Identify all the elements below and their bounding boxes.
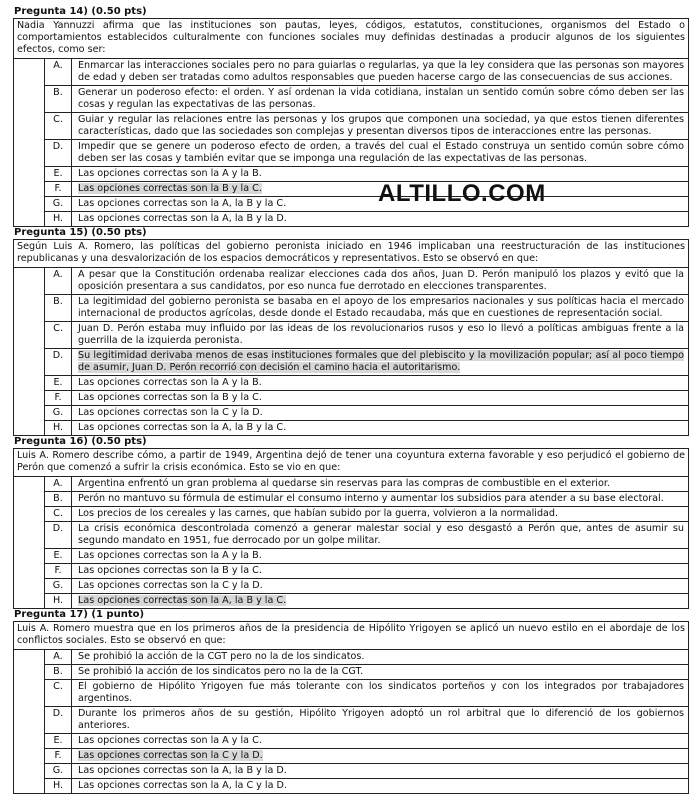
q17-option-a-text: Se prohibió la acción de la CGT pero no la de los sindicatos.	[78, 651, 365, 662]
q16-option-d-letter: D.	[45, 522, 72, 548]
q15-option-d-letter: D.	[45, 349, 72, 375]
q17-option-c-text: El gobierno de Hipólito Yrigoyen fue más tolerante con los sindicatos porteños y con los integrados por trabajadores argentinos.	[78, 681, 684, 704]
q14-option-h-text: Las opciones correctas son la A, la B y la D.	[78, 213, 287, 224]
q15-option-c-letter: C.	[45, 322, 72, 348]
q15-option-c	[45, 322, 688, 349]
q16-option-f-text: Las opciones correctas son la B y la C.	[78, 565, 262, 576]
q14-option-b-text: Generar un poderoso efecto: el orden. Y así ordenan la vida cotidiana, instalan un sentido común sobre cómo deben ser las cosas y regulan las expectativas de las personas.	[78, 87, 684, 110]
q17-option-h	[45, 779, 688, 793]
q17-option-h-text: Las opciones correctas son la A, la C y la D.	[78, 780, 287, 791]
q17-option-g	[45, 764, 688, 779]
q16-option-g-letter: G.	[45, 579, 72, 593]
question-17	[13, 609, 689, 794]
q15-option-b-letter: B.	[45, 295, 72, 321]
q14-option-e-letter: E.	[45, 167, 72, 181]
q17-option-e-text: Las opciones correctas son la A y la C.	[78, 735, 262, 746]
q17-option-g-letter: G.	[45, 764, 72, 778]
q15-option-c-text: Juan D. Perón estaba muy influido por las ideas de los revolucionarios rusos y eso lo llevó a políticas ambiguas frente a la guerrilla de la izquierda peronista.	[78, 323, 684, 346]
q17-option-b-text: Se prohibió la acción de los sindicatos pero no la de la CGT.	[78, 666, 364, 677]
q16-option-a-letter: A.	[45, 477, 72, 491]
q17-option-b	[45, 665, 688, 680]
q15-option-f-letter: F.	[45, 391, 72, 405]
q14-option-f-letter: F.	[45, 182, 72, 196]
q14-option-e-text: Las opciones correctas son la A y la B.	[78, 168, 262, 179]
q14-option-d-text: Impedir que se genere un poderoso efecto de orden, a través del cual el Estado construya un sentido común sobre cómo deben ser las cosas y también evitar que se imponga una regulación de las expectativas de las personas.	[78, 141, 684, 164]
q17-option-e	[45, 734, 688, 749]
q14-option-g-letter: G.	[45, 197, 72, 211]
question-15-header: Pregunta 15) (0.50 pts)	[14, 227, 147, 238]
q17-option-f-text-highlighted: Las opciones correctas son la C y la D.	[78, 750, 263, 761]
q16-option-c	[45, 507, 688, 522]
q14-option-a-text: Enmarcar las interacciones sociales pero no para guiarlas o regularlas, ya que la ley considera que las personas son mayores de edad y deben ser tratadas como adultos responsables que pueden hacerse cargo de las consecuencias de sus acciones.	[78, 60, 684, 83]
question-15	[13, 227, 689, 436]
question-14-box	[13, 18, 689, 227]
q16-option-f-letter: F.	[45, 564, 72, 578]
question-17-box	[13, 621, 689, 794]
question-16-header: Pregunta 16) (0.50 pts)	[14, 436, 147, 447]
q16-option-e	[45, 549, 688, 564]
q17-option-d-text: Durante los primeros años de su gestión, Hipólito Yrigoyen adoptó un rol arbitral que lo diferenció de los gobiernos anteriores.	[78, 708, 684, 731]
q15-option-g-text: Las opciones correctas son la C y la D.	[78, 407, 263, 418]
q17-option-h-letter: H.	[45, 779, 72, 793]
q14-option-e	[45, 167, 688, 182]
q16-option-h-letter: H.	[45, 594, 72, 608]
q17-option-d	[45, 707, 688, 734]
q14-option-b	[45, 86, 688, 113]
q14-option-g	[45, 197, 688, 212]
q15-option-e	[45, 376, 688, 391]
q16-option-a	[45, 477, 688, 492]
q14-option-b-letter: B.	[45, 86, 72, 112]
q16-option-e-text: Las opciones correctas son la A y la B.	[78, 550, 262, 561]
q14-option-f	[45, 182, 688, 197]
q16-option-g	[45, 579, 688, 594]
question-16-box	[13, 448, 689, 609]
q16-option-d-text: La crisis económica descontrolada comenzó a generar malestar social y eso desgastó a Perón que, antes de asumir su segundo mandato en 1951, fue derrocado por un golpe militar.	[78, 523, 684, 546]
exam-page	[13, 6, 689, 794]
q16-option-f	[45, 564, 688, 579]
q17-option-c	[45, 680, 688, 707]
question-16	[13, 436, 689, 609]
q15-option-f-text: Las opciones correctas son la B y la C.	[78, 392, 262, 403]
q15-option-e-text: Las opciones correctas son la A y la B.	[78, 377, 262, 388]
q14-option-d	[45, 140, 688, 167]
q14-option-h	[45, 212, 688, 226]
q16-option-c-letter: C.	[45, 507, 72, 521]
q16-option-h	[45, 594, 688, 608]
q15-option-a-text: A pesar que la Constitución ordenaba realizar elecciones cada dos años, Juan D. Perón manipuló los plazos y evitó que la oposición presentara a sus candidatos, por eso nunca fue derrotado en elecciones transparentes.	[78, 269, 684, 292]
q16-option-e-letter: E.	[45, 549, 72, 563]
q17-option-d-letter: D.	[45, 707, 72, 733]
q14-option-c-letter: C.	[45, 113, 72, 139]
question-16-stem: Luis A. Romero describe cómo, a partir de 1949, Argentina dejó de tener una coyuntura externa favorable y eso perjudicó el gobierno de Perón que comenzó a sufrir la crisis económica. Esto se vio en que:	[14, 449, 688, 477]
q16-option-d	[45, 522, 688, 549]
q14-option-f-text-highlighted: Las opciones correctas son la B y la C.	[78, 183, 262, 194]
q15-option-b	[45, 295, 688, 322]
q15-option-a	[45, 268, 688, 295]
q14-option-a	[45, 59, 688, 86]
q16-option-a-text: Argentina enfrentó un gran problema al quedarse sin reservas para las compras de combustible en el exterior.	[78, 478, 610, 489]
q16-option-b-text: Perón no mantuvo su fórmula de estimular el consumo interno y aumentar los subsidios para atender a su base electoral.	[78, 493, 664, 504]
q16-option-g-text: Las opciones correctas son la C y la D.	[78, 580, 263, 591]
q15-option-h	[45, 421, 688, 435]
q17-option-a-letter: A.	[45, 650, 72, 664]
q16-option-h-text-highlighted: Las opciones correctas son la A, la B y la C.	[78, 595, 287, 606]
question-17-header: Pregunta 17) (1 punto)	[14, 609, 145, 620]
question-17-options	[44, 650, 688, 793]
q17-option-f-letter: F.	[45, 749, 72, 763]
q15-option-f	[45, 391, 688, 406]
q14-option-c	[45, 113, 688, 140]
q14-option-a-letter: A.	[45, 59, 72, 85]
q14-option-c-text: Guiar y regular las relaciones entre las personas y los grupos que componen una sociedad, ya que estos tienen diferentes características, dado que las sociedades son complejas y presentan diversos tipos de interacciones entre las personas.	[78, 114, 684, 137]
q16-option-b-letter: B.	[45, 492, 72, 506]
q17-option-c-letter: C.	[45, 680, 72, 706]
q17-option-b-letter: B.	[45, 665, 72, 679]
q15-option-d	[45, 349, 688, 376]
q15-option-g-letter: G.	[45, 406, 72, 420]
q14-option-g-text: Las opciones correctas son la A, la B y la C.	[78, 198, 287, 209]
q15-option-e-letter: E.	[45, 376, 72, 390]
q17-option-e-letter: E.	[45, 734, 72, 748]
q15-option-b-text: La legitimidad del gobierno peronista se basaba en el apoyo de los empresarios nacionales y sus políticas hacia el mercado internacional de productos agrícolas, desde donde el Estado recaudaba, más que en cuestiones de representación social.	[78, 296, 684, 319]
question-15-options	[44, 268, 688, 435]
question-15-stem: Según Luis A. Romero, las políticas del gobierno peronista iniciado en 1946 implicaban una reestructuración de las instituciones republicanas y una desvalorización de los espacios democráticos y representativos. Esto se observó en que:	[14, 240, 688, 268]
q17-option-f	[45, 749, 688, 764]
question-14	[13, 6, 689, 227]
q17-option-a	[45, 650, 688, 665]
q16-option-c-text: Los precios de los cereales y las carnes, que habían subido por la guerra, volvieron a la normalidad.	[78, 508, 559, 519]
q16-option-b	[45, 492, 688, 507]
q15-option-g	[45, 406, 688, 421]
q15-option-h-text: Las opciones correctas son la A, la B y la C.	[78, 422, 287, 433]
question-17-stem: Luis A. Romero muestra que en los primeros años de la presidencia de Hipólito Yrigoyen se aplicó un nuevo estilo en el abordaje de los conflictos sociales. Esto se observó en que:	[14, 622, 688, 650]
q14-option-h-letter: H.	[45, 212, 72, 226]
q15-option-h-letter: H.	[45, 421, 72, 435]
question-14-stem: Nadia Yannuzzi afirma que las instituciones son pautas, leyes, códigos, estatutos, constituciones, organismos del Estado o comportamientos establecidos culturalmente con funciones sociales muy definidas destinadas a producir algunos de los siguientes efectos, como ser:	[14, 19, 688, 59]
q15-option-a-letter: A.	[45, 268, 72, 294]
question-14-header: Pregunta 14) (0.50 pts)	[14, 6, 147, 17]
q15-option-d-text-highlighted: Su legitimidad derivaba menos de esas instituciones formales que del plebiscito y la movilización popular; así al poco tiempo de asumir, Juan D. Perón recorrió con decisión el camino hacia el autoritarismo.	[78, 350, 684, 373]
q17-option-g-text: Las opciones correctas son la A, la B y la D.	[78, 765, 287, 776]
question-16-options	[44, 477, 688, 608]
q14-option-d-letter: D.	[45, 140, 72, 166]
watermark-text: ALTILLO.COM	[378, 180, 546, 207]
question-15-box	[13, 239, 689, 436]
question-14-options	[44, 59, 688, 226]
